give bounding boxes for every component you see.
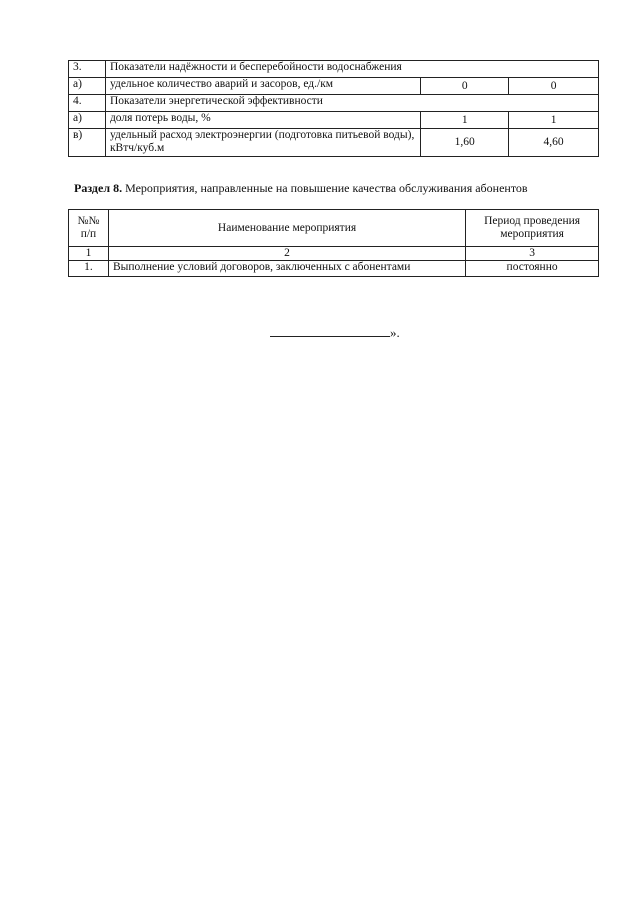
section-title: Мероприятия, направленные на повышение качества обслуживания абонентов (125, 181, 528, 195)
section-heading (74, 181, 528, 196)
closing-line (270, 324, 400, 341)
table-row (69, 95, 599, 112)
row-label: Показатели энергетической эффективности (105, 95, 598, 112)
column-index: 3 (466, 247, 599, 261)
value-cell: 1 (509, 112, 599, 129)
header-period: Период проведения мероприятия (466, 210, 599, 247)
row-label: удельное количество аварий и засоров, ед./км (105, 78, 420, 95)
column-index-row (69, 247, 599, 261)
row-number: 4. (69, 95, 106, 112)
row-number: 3. (69, 61, 106, 78)
column-index: 1 (69, 247, 109, 261)
table-row (69, 129, 599, 157)
value-cell: 1,60 (421, 129, 509, 157)
measure-period: постоянно (466, 261, 599, 277)
signature-line (270, 324, 390, 337)
table-row (69, 78, 599, 95)
row-number: в) (69, 129, 106, 157)
column-index: 2 (108, 247, 465, 261)
measure-name: Выполнение условий договоров, заключенных с абонентами (108, 261, 465, 277)
value-cell: 0 (421, 78, 509, 95)
value-cell: 1 (421, 112, 509, 129)
row-label: доля потерь воды, % (105, 112, 420, 129)
table-header-row (69, 210, 599, 247)
measures-table (68, 209, 599, 277)
section-number: Раздел 8. (74, 181, 123, 195)
value-cell: 4,60 (509, 129, 599, 157)
closing-quote: ». (390, 325, 400, 340)
indicators-table (68, 60, 599, 157)
row-number: а) (69, 112, 106, 129)
header-number: №№ п/п (69, 210, 109, 247)
value-cell: 0 (509, 78, 599, 95)
table-row (69, 261, 599, 277)
row-number: 1. (69, 261, 109, 277)
table-row (69, 112, 599, 129)
row-label: Показатели надёжности и бесперебойности водоснабжения (105, 61, 598, 78)
header-name: Наименование мероприятия (108, 210, 465, 247)
row-number: а) (69, 78, 106, 95)
table-row (69, 61, 599, 78)
row-label: удельный расход электроэнергии (подготовка питьевой воды), кВтч/куб.м (105, 129, 420, 157)
